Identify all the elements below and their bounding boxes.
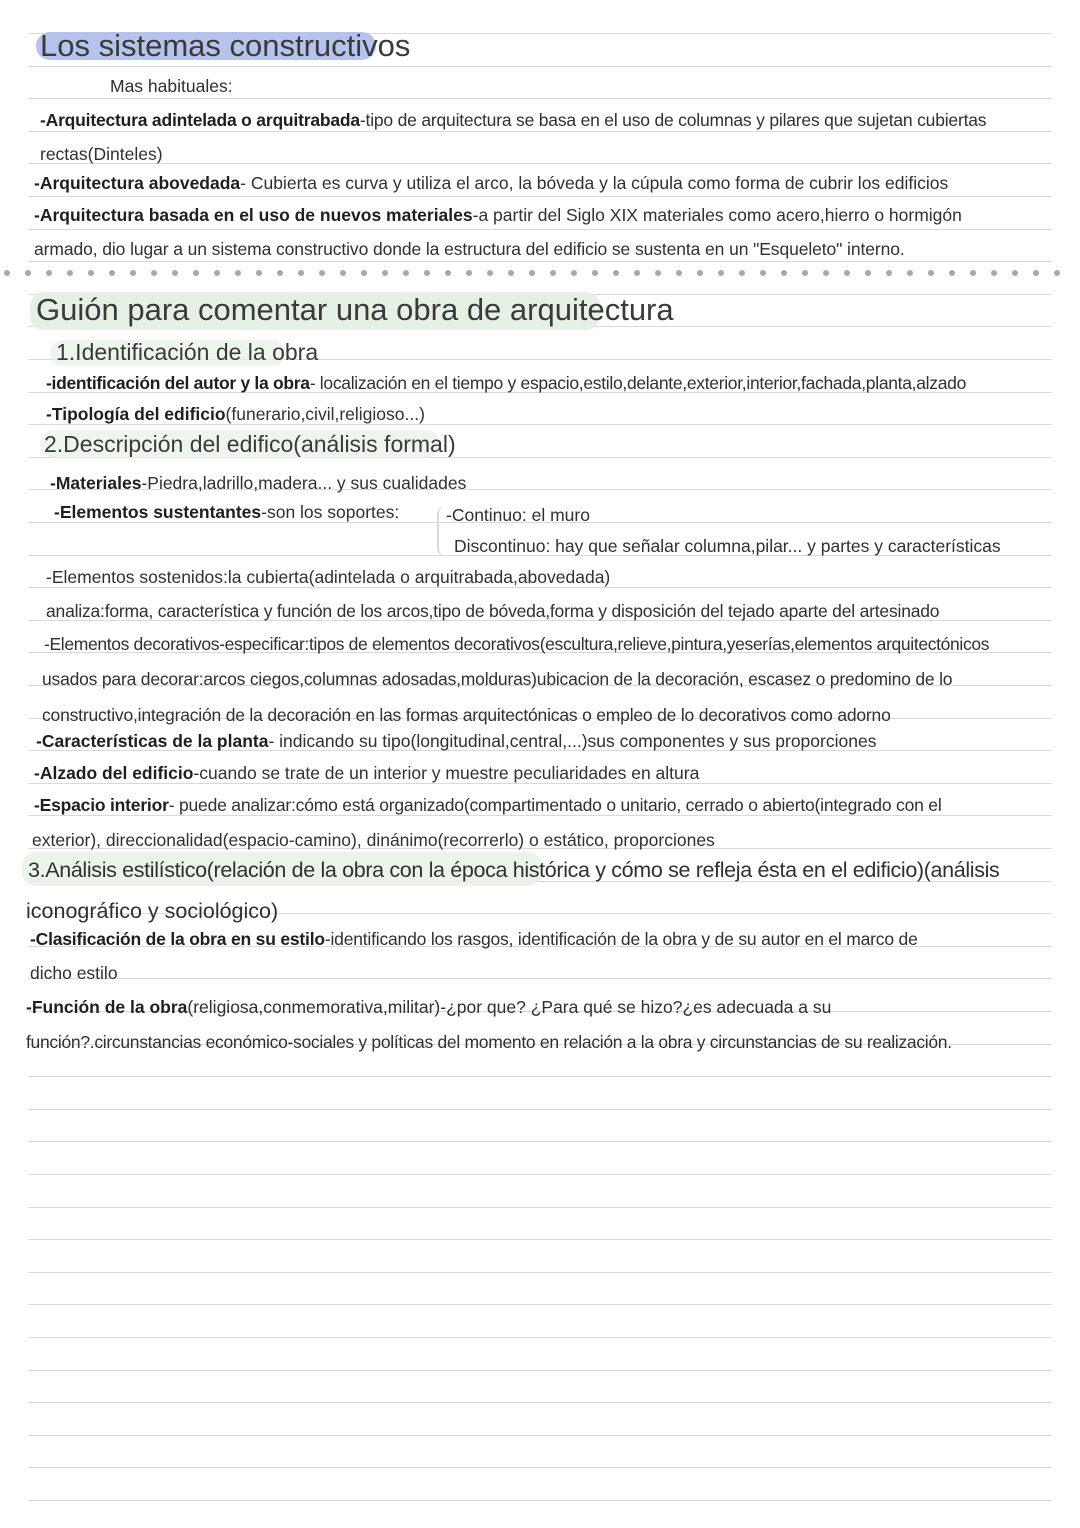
divider-dot [298, 270, 304, 276]
divider-dot [907, 270, 913, 276]
line-text: (funerario,civil,religioso...) [225, 404, 425, 424]
divider-dot [991, 270, 997, 276]
text-line: -Elementos sostenidos:la cubierta(adintelada o arquitrabada,abovedada) [46, 567, 611, 587]
text-line [30, 928, 918, 950]
divider-dot [130, 270, 136, 276]
divider-dot [46, 270, 52, 276]
divider-dot [529, 270, 535, 276]
divider-dot [1033, 270, 1039, 276]
ruled-line [28, 1304, 1052, 1305]
divider-dot [403, 270, 409, 276]
text-line: armado, dio lugar a un sistema constructivo donde la estructura del edificio se sustenta en un "Esqueleto" interno. [34, 239, 905, 259]
divider-dot [634, 270, 640, 276]
divider-dot [1012, 270, 1018, 276]
bold-term: -Elementos sustentantes [54, 502, 262, 522]
bold-term: -Arquitectura basada en el uso de nuevos materiales [34, 205, 473, 225]
text-line: usados para decorar:arcos ciegos,columnas adosadas,molduras)ubicacion de la decoración, escasez o predomino de lo [42, 669, 953, 689]
subheading: 2.Descripción del edifico(análisis formal) [44, 431, 456, 457]
bold-term: -Características de la planta [36, 731, 269, 751]
ruled-line [28, 1076, 1052, 1077]
divider-dot [571, 270, 577, 276]
divider-dot [4, 270, 10, 276]
ruled-line [28, 1435, 1052, 1436]
divider-dot [445, 270, 451, 276]
bold-term: -Clasificación de la obra en su estilo [30, 929, 325, 949]
ruled-line [28, 1467, 1052, 1468]
text-line [34, 172, 948, 194]
text-line [26, 996, 831, 1018]
text-line [46, 403, 425, 425]
divider-dot [277, 270, 283, 276]
line-text: -identificando los rasgos, identificación de la obra y de su autor en el marco de [324, 929, 918, 949]
divider-dot [949, 270, 955, 276]
text-line: -Continuo: el muro [446, 505, 590, 525]
text-line [34, 762, 699, 784]
ruled-line [28, 1109, 1052, 1110]
divider-dot [550, 270, 556, 276]
bold-term: -Arquitectura adintelada o arquitrabada [40, 110, 360, 130]
ruled-line [28, 261, 1052, 262]
divider-dot [256, 270, 262, 276]
divider-dot [865, 270, 871, 276]
ruled-line [28, 1141, 1052, 1142]
divider-dot [760, 270, 766, 276]
text-line: dicho estilo [30, 963, 118, 983]
divider-dot [823, 270, 829, 276]
text-line: -Elementos decorativos-especificar:tipos de elementos decorativos(escultura,relieve,pintura,yeserías,elementos arquitectónicos [44, 634, 990, 654]
bold-term: -Arquitectura abovedada [34, 173, 241, 193]
ruled-line [28, 1500, 1052, 1501]
line-text: -a partir del Siglo XIX materiales como acero,hierro o hormigón [472, 205, 962, 225]
divider-dot [67, 270, 73, 276]
section-title: Los sistemas constructivos [40, 28, 411, 63]
divider-dot [739, 270, 745, 276]
divider-dot [193, 270, 199, 276]
divider-dot [718, 270, 724, 276]
divider-dot [928, 270, 934, 276]
divider-dot [466, 270, 472, 276]
divider-dot [172, 270, 178, 276]
ruled-line [28, 1337, 1052, 1338]
divider-dot [676, 270, 682, 276]
ruled-line [28, 1402, 1052, 1403]
divider-dot [613, 270, 619, 276]
divider-dot [109, 270, 115, 276]
divider-dot [886, 270, 892, 276]
ruled-line [28, 229, 1052, 230]
divider-dot [235, 270, 241, 276]
line-text: -tipo de arquitectura se basa en el uso de columnas y pilares que sujetan cubiertas [359, 110, 987, 130]
ruled-line [28, 1239, 1052, 1240]
dotted-divider [0, 270, 1080, 276]
divider-dot [970, 270, 976, 276]
ruled-line [28, 1207, 1052, 1208]
divider-dot [508, 270, 514, 276]
ruled-line [28, 163, 1052, 164]
text-line: Discontinuo: hay que señalar columna,pilar... y partes y características [454, 536, 1001, 556]
ruled-line [28, 196, 1052, 197]
divider-dot [844, 270, 850, 276]
text-line: exterior), direccionalidad(espacio-camino), dinánimo(recorrerlo) o estático, proporciones [32, 830, 715, 850]
text-line [34, 204, 962, 226]
section-title: Guión para comentar una obra de arquitectura [36, 292, 674, 327]
divider-dot [88, 270, 94, 276]
text-line: función?.circunstancias económico-sociales y políticas del momento en relación a la obra y circunstancias de su realización. [26, 1032, 952, 1052]
divider-dot [802, 270, 808, 276]
text-line [34, 794, 942, 816]
line-text: - localización en el tiempo y espacio,estilo,delante,exterior,interior,fachada,planta,alzado [309, 373, 967, 393]
ruled-line [28, 978, 1052, 979]
bold-term: -Espacio interior [34, 795, 169, 815]
divider-dot [697, 270, 703, 276]
divider-dot [214, 270, 220, 276]
line-text: - puede analizar:cómo está organizado(compartimentado o unitario, cerrado o abierto(integrado con el [168, 795, 942, 815]
text-line: analiza:forma, característica y función de los arcos,tipo de bóveda,forma y disposición del tejado aparte del artesinado [46, 601, 940, 621]
bold-term: -identificación del autor y la obra [46, 373, 310, 393]
divider-dot [25, 270, 31, 276]
divider-dot [361, 270, 367, 276]
text-line: constructivo,integración de la decoración en las formas arquitectónicas o empleo de lo decorativos como adorno [42, 705, 891, 725]
divider-dot [340, 270, 346, 276]
ruled-line [28, 1370, 1052, 1371]
divider-dot [781, 270, 787, 276]
line-text: -son los soportes: [261, 502, 400, 522]
divider-dot [592, 270, 598, 276]
ruled-line [28, 131, 1052, 132]
ruled-line [28, 98, 1052, 99]
line-text: -cuando se trate de un interior y muestre peculiaridades en altura [193, 763, 700, 783]
ruled-line [28, 1272, 1052, 1273]
divider-dot [151, 270, 157, 276]
subheading: 3.Análisis estilístico(relación de la obra con la época histórica y cómo se refleja ésta en el edificio)(análisis [28, 858, 1000, 882]
line-text: -Piedra,ladrillo,madera... y sus cualidades [141, 473, 467, 493]
subheading: 1.Identificación de la obra [56, 339, 319, 365]
line-text: - indicando su tipo(longitudinal,central,...)sus componentes y sus proporciones [268, 731, 877, 751]
subtitle: Mas habituales: [110, 76, 233, 96]
divider-dot [487, 270, 493, 276]
text-line [54, 501, 399, 523]
ruled-line [28, 66, 1052, 67]
ruled-line [28, 1174, 1052, 1175]
text-line [50, 472, 466, 494]
divider-dot [424, 270, 430, 276]
text-line [36, 730, 876, 752]
text-line: rectas(Dinteles) [40, 144, 163, 164]
text-line [46, 372, 966, 394]
line-text: - Cubierta es curva y utiliza el arco, la bóveda y la cúpula como forma de cubrir los edificios [240, 173, 949, 193]
divider-dot [655, 270, 661, 276]
text-line [40, 109, 986, 131]
bold-term: -Tipología del edificio [46, 404, 226, 424]
divider-dot [1054, 270, 1060, 276]
subheading: iconográfico y sociológico) [26, 899, 279, 923]
divider-dot [319, 270, 325, 276]
bold-term: -Función de la obra [26, 997, 188, 1017]
divider-dot [382, 270, 388, 276]
line-text: (religiosa,conmemorativa,militar)-¿por que? ¿Para qué se hizo?¿es adecuada a su [187, 997, 832, 1017]
bold-term: -Materiales [50, 473, 142, 493]
bold-term: -Alzado del edificio [34, 763, 194, 783]
